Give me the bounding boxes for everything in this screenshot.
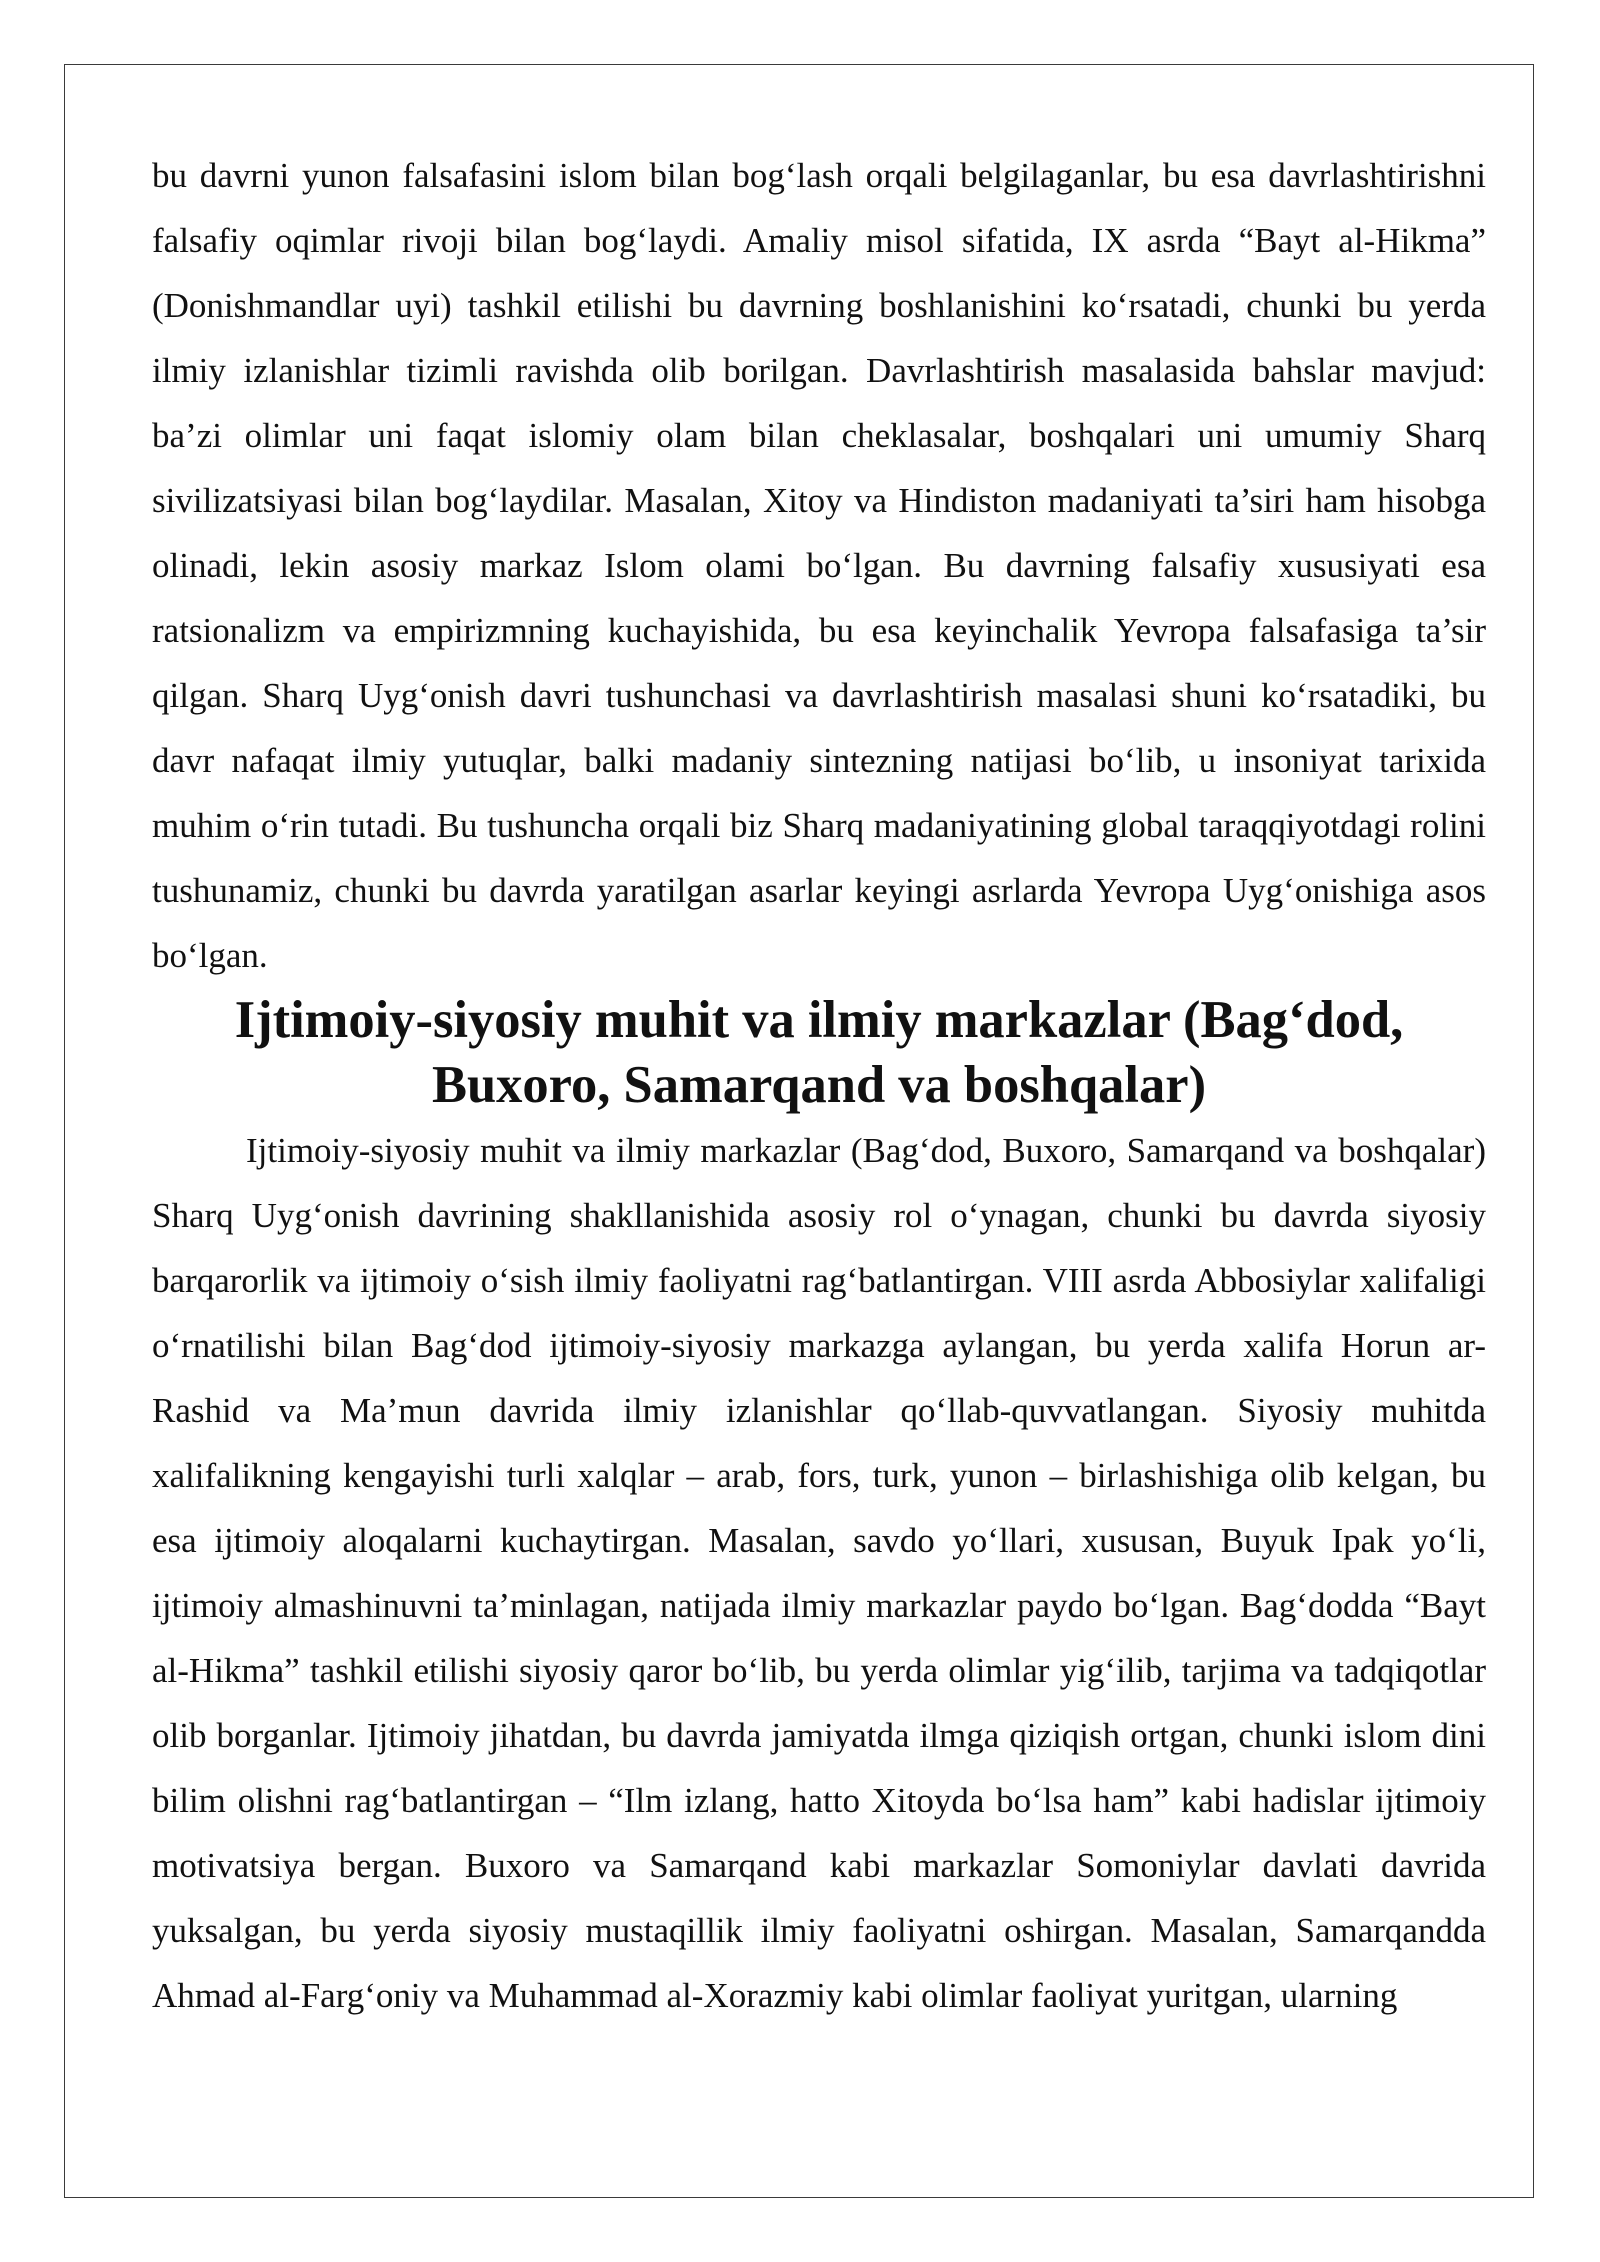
section-heading: Ijtimoiy-siyosiy muhit va ilmiy markazlar (Bag‘dod, Buxoro, Samarqand va boshqalar): [234, 991, 1404, 1114]
document-body: [152, 143, 1486, 2028]
body-paragraph-2: Ijtimoiy-siyosiy muhit va ilmiy markazlar (Bag‘dod, Buxoro, Samarqand va boshqalar) Sharq Uyg‘onish davrining shakllanishida asosiy rol o‘ynagan, chunki bu davrda siyosiy barqarorlik va ijtimoiy o‘sish ilmiy faoliyatni rag‘batlantirgan. VIII asrda Abbosiylar xalifaligi o‘rnatilishi bilan Bag‘dod ijtimoiy-siyosiy markazga aylangan, bu yerda xalifa Horun ar-Rashid va Ma’mun davrida ilmiy izlanishlar qo‘llab-quvvatlangan. Siyosiy muhitda xalifalikning kengayishi turli xalqlar – arab, fors, turk, yunon – birlashishiga olib kelgan, bu esa ijtimoiy aloqalarni kuchaytirgan. Masalan, savdo yo‘llari, xususan, Buyuk Ipak yo‘li, ijtimoiy almashinuvni ta’minlagan, natijada ilmiy markazlar paydo bo‘lgan. Bag‘dodda “Bayt al-Hikma” tashkil etilishi siyosiy qaror bo‘lib, bu yerda olimlar yig‘ilib, tarjima va tadqiqotlar olib borganlar. Ijtimoiy jihatdan, bu davrda jamiyatda ilmga qiziqish ortgan, chunki islom dini bilim olishni rag‘batlantirgan – “Ilm izlang, hatto Xitoyda bo‘lsa ham” kabi hadislar ijtimoiy motivatsiya bergan. Buxoro va Samarqand kabi markazlar Somoniylar davlati davrida yuksalgan, bu yerda siyosiy mustaqillik ilmiy faoliyatni oshirgan. Masalan, Samarqandda Ahmad al-Farg‘oniy va Muhammad al-Xorazmiy kabi olimlar faoliyat yuritgan, ularning: [152, 1131, 1486, 2015]
body-paragraph-1: bu davrni yunon falsafasini islom bilan bog‘lash orqali belgilaganlar, bu esa davrlashtirishni falsafiy oqimlar rivoji bilan bog‘laydi. Amaliy misol sifatida, IX asrda “Bayt al-Hikma” (Donishmandlar uyi) tashkil etilishi bu davrning boshlanishini ko‘rsatadi, chunki bu yerda ilmiy izlanishlar tizimli ravishda olib borilgan. Davrlashtirish masalasida bahslar mavjud: ba’zi olimlar uni faqat islomiy olam bilan cheklasalar, boshqalari uni umumiy Sharq sivilizatsiyasi bilan bog‘laydilar. Masalan, Xitoy va Hindiston madaniyati ta’siri ham hisobga olinadi, lekin asosiy markaz Islom olami bo‘lgan. Bu davrning falsafiy xususiyati esa ratsionalizm va empirizmning kuchayishida, bu esa keyinchalik Yevropa falsafasiga ta’sir qilgan. Sharq Uyg‘onish davri tushunchasi va davrlashtirish masalasi shuni ko‘rsatadiki, bu davr nafaqat ilmiy yutuqlar, balki madaniy sintezning natijasi bo‘lib, u insoniyat tarixida muhim o‘rin tutadi. Bu tushuncha orqali biz Sharq madaniyatining global taraqqiyotdagi rolini tushunamiz, chunki bu davrda yaratilgan asarlar keyingi asrlarda Yevropa Uyg‘onishiga asos bo‘lgan.: [152, 156, 1486, 975]
